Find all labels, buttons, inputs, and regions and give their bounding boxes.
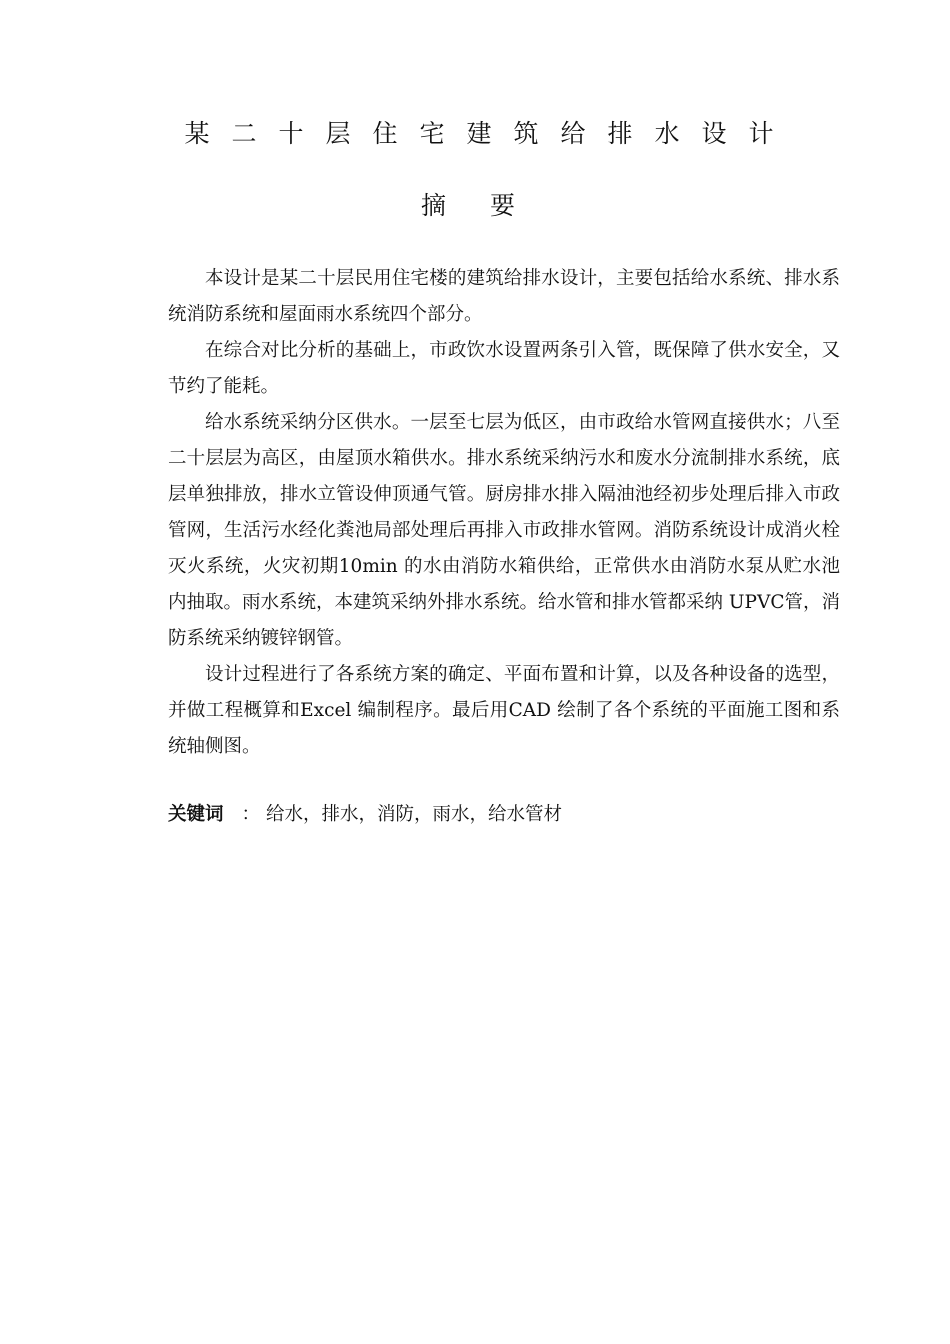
keywords-value: 给水，排水，消防，雨水，给水管材 bbox=[266, 804, 563, 825]
abstract-paragraph-2: 在综合对比分析的基础上，市政饮水设置两条引入管，既保障了供水安全，又节约了能耗。 bbox=[168, 340, 840, 397]
abstract-paragraph-3: 给水系统采纳分区供水。一层至七层为低区，由市政给水管网直接供水；八至二十层层为高区，由屋顶水箱供水。排水系统采纳污水和废水分流制排水系统，底层单独排放，排水立管设伸顶通气管。厨房排水排入隔油池经初步处理后排入市政管网，生活污水经化粪池局部处理后再排入市政排水管网。消防系统设计成消火栓灭火系统，火灾初期10min 的水由消防水箱供给，正常供水由消防水泵从贮水池内抽取。雨水系统，本建筑采纳外排水系统。给水管和排水管都采纳 UPVC管，消防系统采纳镀锌钢管。 bbox=[168, 412, 840, 649]
abstract-heading: 摘要 bbox=[420, 191, 559, 220]
keywords-separator: ： bbox=[241, 804, 261, 825]
abstract-body bbox=[168, 261, 840, 765]
abstract-paragraph-1: 本设计是某二十层民用住宅楼的建筑给排水设计，主要包括给水系统、排水系统消防系统和屋面雨水系统四个部分。 bbox=[168, 268, 840, 325]
abstract-paragraph-4: 设计过程进行了各系统方案的确定、平面布置和计算，以及各种设备的选型，并做工程概算和Excel 编制程序。最后用CAD 绘制了各个系统的平面施工图和系统轴侧图。 bbox=[168, 664, 840, 757]
keywords-line bbox=[168, 800, 840, 830]
keywords-label: 关键词 bbox=[168, 804, 224, 825]
document-title: 某二十层住宅建筑给排水设计 bbox=[184, 119, 796, 148]
